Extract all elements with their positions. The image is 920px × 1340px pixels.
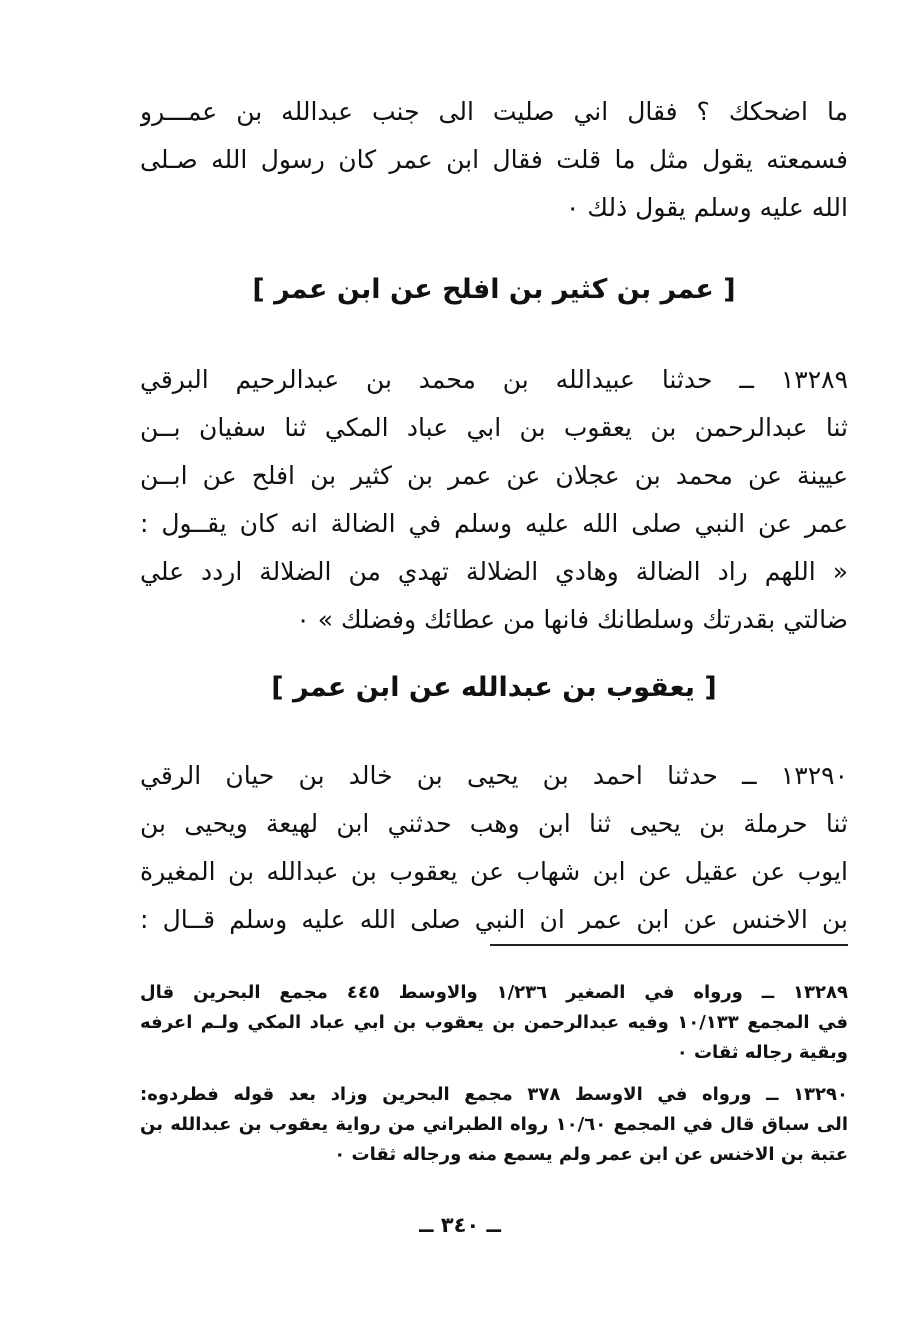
footnote-13289-line-1: ١٣٢٨٩ ــ ورواه في الصغير ١/٢٣٦ والاوسط ٤٤٥ مجمع البحرين قال [140, 982, 848, 1003]
hadith-13289-line-3: عيينة عن محمد بن عجلان عن عمر بن كثير بن افلح عن ابــن [140, 461, 848, 490]
intro-line-3: الله عليه وسلم يقول ذلك ٠ [566, 193, 848, 222]
hadith-13290-line-4: بن الاخنس عن ابن عمر ان النبي صلى الله عليه وسلم قــال : [140, 905, 848, 934]
hadith-13289-line-1: ١٣٢٨٩ ــ حدثنا عبيدالله بن محمد بن عبدالرحيم البرقي [140, 365, 848, 394]
hadith-13290-line-3: ايوب عن عقيل عن ابن شهاب عن يعقوب بن عبدالله بن المغيرة [140, 857, 848, 886]
hadith-13289 [140, 356, 848, 644]
intro-line-1: ما اضحكك ؟ فقال اني صليت الى جنب عبدالله بن عمـــرو [140, 97, 848, 126]
hadith-13290-line-2: ثنا حرملة بن يحيى ثنا ابن وهب حدثني ابن لهيعة ويحيى بن [140, 809, 848, 838]
footnote-13290 [140, 1080, 848, 1170]
section-heading-umar-ibn-kathir: [ عمر بن كثير بن افلح عن ابن عمر ] [252, 274, 736, 305]
intro-paragraph [140, 88, 848, 232]
hadith-13289-line-5: « اللهم راد الضالة وهادي الضلالة تهدي من الضلالة اردد علي [140, 557, 848, 586]
hadith-13290-line-1: ١٣٢٩٠ ــ حدثنا احمد بن يحيى بن خالد بن حيان الرقي [140, 761, 848, 790]
page-number: ــ ٣٤٠ ــ [419, 1213, 501, 1237]
footnote-13289 [140, 978, 848, 1068]
footnote-separator [490, 944, 848, 946]
footnote-13289-line-2: في المجمع ١٠/١٣٣ وفيه عبدالرحمن بن يعقوب بن ابي عباد المكي ولـم اعرفه [140, 1012, 848, 1033]
footnote-13290-line-1: ١٣٢٩٠ ــ ورواه في الاوسط ٣٧٨ مجمع البحرين وزاد بعد قوله فطردوه: [140, 1084, 848, 1105]
hadith-13289-line-6: ضالتي بقدرتك وسلطانك فانها من عطائك وفضلك » ٠ [296, 605, 848, 634]
section-heading-yaqub-ibn-abdullah: [ يعقوب بن عبدالله عن ابن عمر ] [271, 672, 717, 703]
hadith-13289-line-2: ثنا عبدالرحمن بن يعقوب بن ابي عباد المكي ثنا سفيان بــن [140, 413, 848, 442]
footnote-13290-line-3: عتبة بن الاخنس عن ابن عمر ولم يسمع منه ورجاله ثقات ٠ [334, 1144, 848, 1165]
footnote-13290-line-2: الى سباق قال في المجمع ١٠/٦٠ رواه الطبراني من رواية يعقوب بن عبدالله بن [140, 1114, 848, 1135]
hadith-13289-line-4: عمر عن النبي صلى الله عليه وسلم في الضالة انه كان يقــول : [140, 509, 848, 538]
hadith-13290 [140, 752, 848, 944]
footnote-13289-line-3: وبقية رجاله ثقات ٠ [676, 1042, 848, 1063]
intro-line-2: فسمعته يقول مثل ما قلت فقال ابن عمر كان رسول الله صـلى [140, 145, 848, 174]
